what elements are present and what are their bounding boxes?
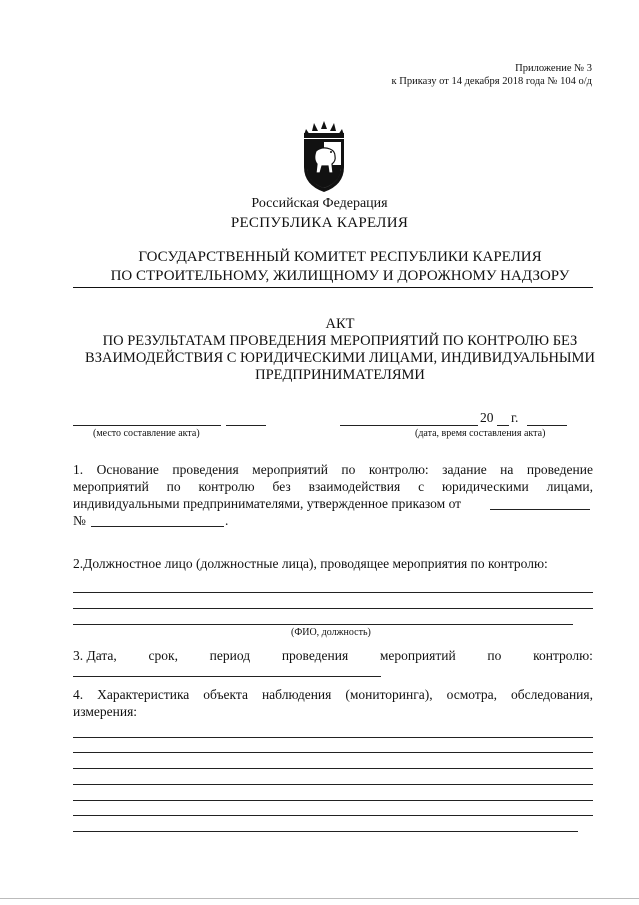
section1-line-2: мероприятий по контролю без взаимодействия с юридическими лицами, bbox=[73, 479, 593, 494]
section3-word-1: 3. Дата, bbox=[73, 648, 117, 663]
characteristics-line-4[interactable] bbox=[73, 784, 593, 785]
appendix-number: Приложение № 3 bbox=[515, 63, 592, 74]
place-caption: (место составление акта) bbox=[93, 428, 200, 439]
scan-edge bbox=[0, 898, 639, 899]
date-field[interactable] bbox=[340, 425, 478, 426]
section3-word-4: проведения bbox=[281, 648, 349, 663]
characteristics-line-2[interactable] bbox=[73, 752, 593, 753]
header-divider bbox=[73, 287, 593, 288]
act-title: АКТ bbox=[325, 316, 355, 332]
section3-word-5: мероприятий bbox=[379, 648, 456, 663]
time-field[interactable] bbox=[527, 425, 567, 426]
country-name: Российская Федерация bbox=[251, 196, 388, 211]
act-subtitle-line-3: ПРЕДПРИНИМАТЕЛЯМИ bbox=[255, 367, 425, 383]
official-line-3[interactable] bbox=[73, 624, 573, 625]
characteristics-line-3[interactable] bbox=[73, 768, 593, 769]
section1-line-3: индивидуальными предпринимателями, утвержденное приказом от bbox=[73, 496, 462, 511]
section1-period: . bbox=[225, 513, 229, 528]
number-sign: № bbox=[73, 513, 86, 528]
year-suffix: г. bbox=[511, 410, 519, 425]
year-field[interactable] bbox=[497, 425, 509, 426]
official-line-2[interactable] bbox=[73, 608, 593, 609]
official-caption: (ФИО, должность) bbox=[291, 627, 371, 638]
section1-line-1: 1. Основание проведения мероприятий по контролю: задание на проведение bbox=[73, 462, 593, 477]
section3-word-6: по bbox=[487, 648, 502, 663]
appendix-reference bbox=[392, 62, 592, 88]
place-field-extra[interactable] bbox=[226, 425, 266, 426]
date-caption: (дата, время составления акта) bbox=[415, 428, 546, 439]
section4-line-1: 4. Характеристика объекта наблюдения (мониторинга), осмотра, обследования, bbox=[73, 687, 593, 702]
section3-word-7: контролю: bbox=[533, 648, 593, 663]
appendix-order: к Приказу от 14 декабря 2018 года № 104 о/д bbox=[391, 76, 592, 87]
year-prefix: 20 bbox=[480, 410, 494, 425]
section2-heading: 2.Должностное лицо (должностные лица), проводящее мероприятия по контролю: bbox=[73, 556, 548, 571]
committee-line-2: ПО СТРОИТЕЛЬНОМУ, ЖИЛИЩНОМУ И ДОРОЖНОМУ НАДЗОРУ bbox=[110, 268, 570, 284]
act-subtitle-line-1: ПО РЕЗУЛЬТАТАМ ПРОВЕДЕНИЯ МЕРОПРИЯТИЙ ПО КОНТРОЛЮ БЕЗ bbox=[102, 333, 578, 349]
act-subtitle-line-2: ВЗАИМОДЕЙСТВИЯ С ЮРИДИЧЕСКИМИ ЛИЦАМИ, ИНДИВИДУАЛЬНЫМИ bbox=[85, 350, 595, 366]
characteristics-line-5[interactable] bbox=[73, 800, 593, 801]
order-date-field[interactable] bbox=[490, 509, 590, 510]
committee-name bbox=[60, 248, 620, 286]
section3-word-2: срок, bbox=[148, 648, 178, 663]
order-number-field[interactable] bbox=[91, 526, 224, 527]
section4-line-2: измерения: bbox=[73, 704, 138, 719]
karelia-coat-of-arms-icon bbox=[300, 121, 348, 193]
act-title-block bbox=[60, 316, 620, 384]
characteristics-line-6[interactable] bbox=[73, 815, 593, 816]
section3-word-3: период bbox=[209, 648, 251, 663]
republic-name: РЕСПУБЛИКА КАРЕЛИЯ bbox=[230, 215, 409, 231]
section3-heading bbox=[73, 647, 593, 664]
official-line-1[interactable] bbox=[73, 592, 593, 593]
committee-line-1: ГОСУДАРСТВЕННЫЙ КОМИТЕТ РЕСПУБЛИКИ КАРЕЛИЯ bbox=[138, 249, 542, 265]
period-field[interactable] bbox=[73, 676, 381, 677]
characteristics-line-7[interactable] bbox=[73, 831, 578, 832]
characteristics-line-1[interactable] bbox=[73, 737, 593, 738]
place-field[interactable] bbox=[73, 425, 221, 426]
